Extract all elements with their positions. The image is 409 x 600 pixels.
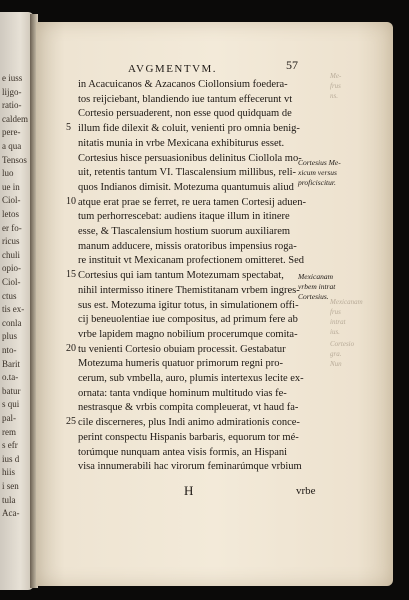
- marginal-note-line: vrbem intrat: [298, 282, 336, 291]
- left-page-edge: [0, 12, 34, 590]
- bleed-through-line: frus: [330, 308, 341, 316]
- left-page-line: ricus: [2, 236, 20, 247]
- left-page-line: ius d: [2, 453, 20, 464]
- text-line: Cortesio persuaderent, non esse quod quidquam de: [78, 108, 292, 120]
- left-page-line: hiis: [2, 467, 16, 478]
- left-page-line: o.ta-: [2, 372, 19, 383]
- text-line: Cortesius qui iam tantum Motezumam spectabat,: [78, 270, 284, 282]
- left-page-line: Barit: [2, 358, 20, 369]
- left-page-line: chuli: [2, 249, 20, 260]
- left-page-line: Ciol-: [2, 277, 21, 287]
- marginal-note-line: Mexicanam: [298, 272, 333, 281]
- left-page-line: ratio-: [2, 100, 22, 111]
- page-number: 57: [286, 58, 298, 72]
- text-line: uit, retentis tantum VI. Tlascalensium millibus, reli-: [78, 167, 297, 179]
- bleed-through-line: ns.: [330, 92, 338, 100]
- line-number: 5: [66, 122, 71, 134]
- bleed-through-line: Nun: [330, 360, 342, 368]
- text-line: tum perhorrescebat: audiens itaque illum in itinere: [78, 211, 290, 223]
- text-line: nestrasque & vrbis compita compleuerat, vt haud fa-: [78, 402, 299, 414]
- text-line: Cortesius hisce persuasionibus delinitus Ciollola mo-: [78, 152, 302, 164]
- left-page-line: tula: [2, 494, 16, 505]
- running-header: AVGMENTVM.: [128, 63, 218, 75]
- text-line: re instituit vt Mexicanam profectionem omitteret. Sed: [78, 255, 304, 267]
- left-page-line: a qua: [2, 141, 22, 151]
- left-page-line: s efr: [2, 440, 18, 451]
- bleed-through-line: Cortesio: [330, 340, 355, 348]
- bleed-through-line: ius.: [330, 328, 340, 336]
- text-line: cerum, sub vmbella, auro, plumis intertexus lecite ex-: [78, 373, 304, 384]
- left-page-line: pere-: [2, 127, 21, 138]
- text-line: sus est. Motezuma igitur totus, in simulationem offi-: [78, 299, 299, 311]
- marginal-note-line: Cortesius Me-: [298, 158, 341, 167]
- left-page-line: rem: [2, 426, 16, 437]
- left-page-line: i sen: [2, 481, 19, 491]
- left-page-line: Tensos: [2, 154, 27, 165]
- bleed-through-line: intrat: [330, 318, 346, 326]
- left-page-line: Aca-: [2, 508, 20, 519]
- line-number: 25: [66, 416, 76, 428]
- text-line: torúmque nunquam antea visis formis, an Hispani: [78, 446, 288, 458]
- text-line: quos Indianos dimisit. Motezuma quantumuis aliud: [78, 181, 294, 193]
- line-number: 10: [66, 195, 76, 207]
- catchword: vrbe: [296, 485, 316, 497]
- left-page-line: pal-: [2, 413, 16, 423]
- line-number: 15: [66, 269, 76, 281]
- text-line: manum adducere, missis oratoribus impensius roga-: [78, 240, 297, 252]
- text-line: nitatis munia in vrbe Mexicana exhibiturus esset.: [78, 137, 285, 149]
- text-line: cij beneuolentiae iue compositus, ad primum fere ab: [78, 314, 298, 326]
- text-line: perint conspectu Hispanis barbaris, equorum tor mé-: [78, 431, 299, 443]
- left-page-line: s qui: [2, 399, 20, 410]
- left-page-line: luo: [2, 168, 14, 179]
- left-page-line: caldem: [2, 113, 28, 124]
- line-number: 20: [66, 342, 76, 354]
- left-page-line: opio-: [2, 263, 21, 274]
- text-line: cile discerneres, plus Indi animo admirationis conce-: [78, 417, 300, 429]
- left-page-line: er fo-: [2, 222, 22, 233]
- left-page-line: Ciol-: [2, 195, 21, 206]
- text-line: vrbe lapidem magno nobilium procerumque comita-: [78, 328, 298, 340]
- bleed-through-line: Me-: [330, 72, 342, 80]
- left-page-line: conla: [2, 317, 22, 328]
- left-page-line: e iuss: [2, 73, 23, 83]
- text-line: visa innumerabili hac virorum feminarúmque vrbium: [78, 461, 302, 473]
- text-line: tos reijciebant, blandiendo iue tantum effecerunt vt: [78, 93, 293, 105]
- left-page-line: plus: [2, 331, 18, 342]
- marginal-note-line: proficiscitur.: [298, 178, 336, 187]
- text-line: illum fide dilexit & coluit, venienti pro omnia benig-: [78, 123, 300, 135]
- marginal-note-line: xicum versus: [298, 168, 337, 177]
- bleed-through-line: frus: [330, 82, 341, 90]
- left-page-line: ue in: [2, 181, 20, 192]
- text-line: in Acacuicanos & Azacanos Ciollonsium foedera-: [78, 79, 288, 90]
- text-line: Motezuma humeris quatuor primorum regni pro-: [78, 358, 283, 370]
- left-page-line: lijgo-: [2, 86, 22, 97]
- signature-mark: H: [184, 483, 194, 498]
- text-line: esse, & Tlascalensium hostium suorum auxiliarem: [78, 226, 291, 237]
- left-page-line: tis ex-: [2, 304, 25, 315]
- left-page-line: batur: [2, 385, 21, 396]
- bleed-through-line: Mexicanam: [330, 298, 363, 306]
- marginal-note-line: Cortesius.: [298, 292, 329, 301]
- left-page-line: letos: [2, 209, 19, 219]
- left-page-line: ctus: [2, 290, 17, 301]
- bleed-through-line: gra.: [330, 350, 342, 358]
- text-line: tu venienti Cortesio obuiam processit. Gestabatur: [78, 343, 286, 355]
- left-page-line: nto-: [2, 345, 17, 355]
- text-line: nihil intermisso itinere Themistitanam vrbem ingres-: [78, 284, 300, 296]
- text-line: ornata: tanta vndique hominum multitudo vias fe-: [78, 387, 287, 399]
- text-line: atque erat prae se ferret, re uera tamen Cortesij aduen-: [78, 196, 306, 208]
